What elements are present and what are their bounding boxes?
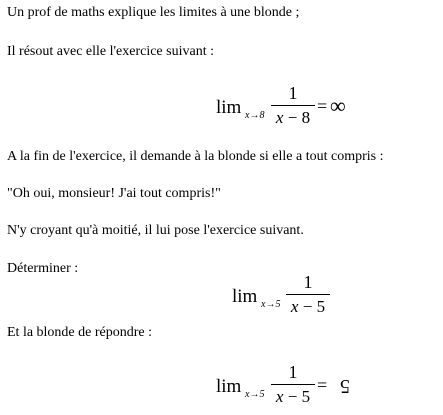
limit-formula-1 <box>216 83 346 131</box>
den-number: 5 <box>316 297 326 316</box>
blonde-reply-line: "Oh oui, monsieur! J'ai tout compris!" <box>7 186 221 201</box>
end-of-exercise-line: A la fin de l'exercice, il demande à la blonde si elle a tout compris : <box>7 149 384 164</box>
limit-formula-3 <box>216 362 356 410</box>
exercise-intro-line: Il résout avec elle l'exercice suivant : <box>7 44 214 59</box>
equals-sign: = <box>317 375 328 395</box>
fraction-numerator: 1 <box>303 272 313 292</box>
den-number: 5 <box>301 387 311 406</box>
lim-subscript: x→8 <box>245 110 265 121</box>
fraction <box>286 272 330 316</box>
fraction-bar <box>271 384 315 385</box>
fraction-numerator: 1 <box>288 362 298 382</box>
blonde-answer-intro: Et la blonde de répondre : <box>7 325 153 340</box>
den-minus: − <box>298 297 317 316</box>
fraction-bar <box>271 105 315 106</box>
den-variable: x <box>275 108 284 127</box>
den-variable: x <box>275 387 284 406</box>
fraction-denominator <box>286 297 330 316</box>
lim-subscript: x→5 <box>245 389 265 400</box>
fraction-numerator: 1 <box>288 83 298 103</box>
den-minus: − <box>283 387 302 406</box>
fraction-denominator <box>271 387 315 406</box>
limit-formula-2 <box>232 272 332 320</box>
fraction-bar <box>286 294 330 295</box>
lim-operator: lim <box>232 286 258 307</box>
lim-operator: lim <box>216 376 242 397</box>
lim-operator: lim <box>216 97 242 118</box>
fraction <box>271 362 315 406</box>
den-variable: x <box>290 297 299 316</box>
determine-label: Déterminer : <box>7 261 79 276</box>
fraction <box>271 83 315 127</box>
equals-sign: = <box>317 96 328 116</box>
lim-subscript: x→5 <box>261 299 281 310</box>
new-exercise-line: N'y croyant qu'à moitié, il lui pose l'exercice suivant. <box>7 223 304 238</box>
limit-result-rotated-five: 5 <box>340 375 350 397</box>
den-minus: − <box>283 108 302 127</box>
limit-result-infinity: ∞ <box>330 93 346 118</box>
den-number: 8 <box>301 108 311 127</box>
fraction-denominator <box>271 108 315 127</box>
intro-line: Un prof de maths explique les limites à une blonde ; <box>7 5 300 20</box>
